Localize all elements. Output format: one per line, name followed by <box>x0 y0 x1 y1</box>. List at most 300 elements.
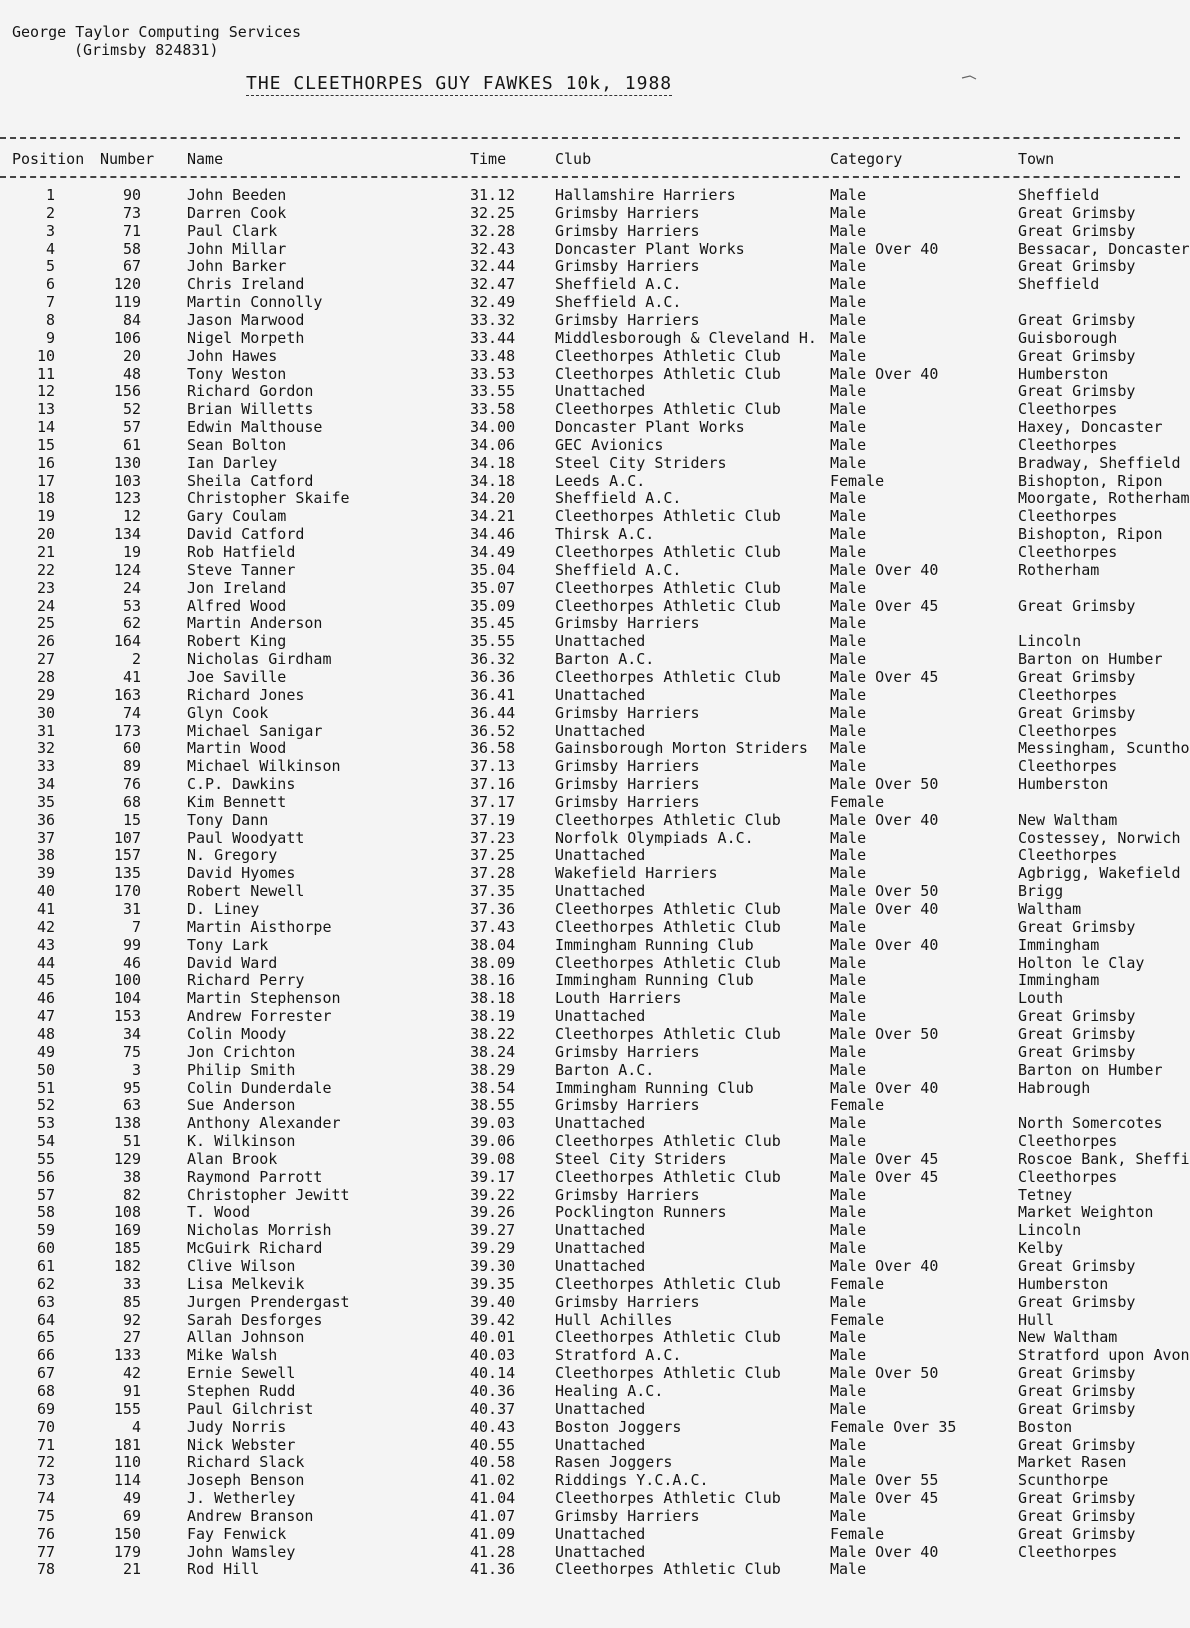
club-cell: Steel City Striders <box>555 453 727 472</box>
table-row <box>0 489 1190 508</box>
club-cell: Steel City Striders <box>555 1149 727 1168</box>
name-cell: Anthony Alexander <box>187 1114 341 1133</box>
time-cell: 40.01 <box>470 1328 516 1347</box>
number-cell: 71 <box>122 221 141 240</box>
number-cell: 156 <box>113 382 141 401</box>
town-cell: Barton on Humber <box>1018 650 1163 669</box>
town-cell: Hull <box>1018 1310 1055 1329</box>
club-cell: Grimsby Harriers <box>555 792 700 811</box>
name-cell: Glyn Cook <box>187 703 269 722</box>
town-cell: Humberston <box>1018 775 1109 794</box>
name-cell: Nick Webster <box>187 1435 296 1454</box>
club-cell: Grimsby Harriers <box>555 775 700 794</box>
table-row <box>0 382 1180 400</box>
position-cell: 45 <box>36 971 55 990</box>
name-cell: John Wamsley <box>187 1542 296 1561</box>
club-cell: Unattached <box>555 632 646 651</box>
town-cell: Great Grimsby <box>1018 1042 1136 1061</box>
time-cell: 34.46 <box>470 525 516 544</box>
town-cell: Great Grimsby <box>1018 221 1136 240</box>
name-cell: Martin Aisthorpe <box>187 917 332 936</box>
position-cell: 4 <box>45 239 55 258</box>
town-cell: Costessey, Norwich <box>1018 828 1181 847</box>
category-cell: Female <box>830 1310 885 1329</box>
table-row <box>0 186 1180 204</box>
club-cell: Grimsby Harriers <box>555 703 700 722</box>
name-cell: Brian Willetts <box>187 400 314 419</box>
table-row <box>0 1114 1180 1132</box>
time-cell: 39.22 <box>470 1185 516 1204</box>
table-row <box>0 347 1180 365</box>
table-row <box>0 507 1180 525</box>
town-cell: Great Grimsby <box>1018 382 1136 401</box>
time-cell: 40.55 <box>470 1435 516 1454</box>
category-cell: Male <box>830 1399 867 1418</box>
table-row <box>0 1221 1180 1239</box>
number-cell: 38 <box>122 1167 141 1186</box>
position-cell: 64 <box>36 1310 55 1329</box>
number-cell: 52 <box>122 400 141 419</box>
number-cell: 153 <box>113 1007 141 1026</box>
table-row <box>0 1418 1180 1436</box>
club-cell: Sheffield A.C. <box>555 275 682 294</box>
category-cell: Male <box>830 1042 867 1061</box>
name-cell: Jon Crichton <box>187 1042 296 1061</box>
town-cell: Great Grimsby <box>1018 257 1136 276</box>
number-cell: 57 <box>122 418 141 437</box>
name-cell: David Hyomes <box>187 864 296 883</box>
name-cell: Joe Saville <box>187 667 287 686</box>
club-cell: Cleethorpes Athletic Club <box>555 1489 781 1508</box>
town-cell: Louth <box>1018 989 1064 1008</box>
time-cell: 41.07 <box>470 1506 516 1525</box>
town-cell: Cleethorpes <box>1018 1132 1118 1151</box>
position-cell: 68 <box>36 1381 55 1400</box>
name-cell: Richard Gordon <box>187 382 314 401</box>
time-cell: 38.04 <box>470 935 516 954</box>
position-cell: 19 <box>36 507 55 526</box>
time-cell: 38.55 <box>470 1096 516 1115</box>
number-cell: 107 <box>113 828 141 847</box>
club-cell: Unattached <box>555 1524 646 1543</box>
club-cell: Norfolk Olympiads A.C. <box>555 828 754 847</box>
town-cell: Moorgate, Rotherham <box>1018 489 1190 508</box>
club-cell: Leeds A.C. <box>555 471 646 490</box>
name-cell: Joseph Benson <box>187 1471 305 1490</box>
position-cell: 60 <box>36 1239 55 1258</box>
club-cell: Unattached <box>555 685 646 704</box>
number-cell: 92 <box>122 1310 141 1329</box>
club-cell: Grimsby Harriers <box>555 310 700 329</box>
club-cell: Sheffield A.C. <box>555 293 682 312</box>
name-cell: J. Wetherley <box>187 1489 296 1508</box>
town-cell: Cleethorpes <box>1018 400 1118 419</box>
number-cell: 33 <box>122 1274 141 1293</box>
club-cell: Immingham Running Club <box>555 1078 754 1097</box>
table-row <box>0 989 1180 1007</box>
position-cell: 78 <box>36 1560 55 1579</box>
time-cell: 39.17 <box>470 1167 516 1186</box>
name-cell: Gary Coulam <box>187 507 287 526</box>
club-cell: Rasen Joggers <box>555 1453 673 1472</box>
time-cell: 33.32 <box>470 310 516 329</box>
club-cell: Cleethorpes Athletic Club <box>555 543 781 561</box>
category-cell: Male Over 40 <box>830 1542 939 1561</box>
time-cell: 38.09 <box>470 953 516 972</box>
time-cell: 35.55 <box>470 632 516 651</box>
time-cell: 41.04 <box>470 1489 516 1508</box>
name-cell: Paul Gilchrist <box>187 1399 314 1418</box>
name-cell: K. Wilkinson <box>187 1132 296 1151</box>
category-cell: Male <box>830 1221 867 1240</box>
town-cell: Lincoln <box>1018 632 1082 651</box>
category-cell: Male <box>830 221 867 240</box>
category-cell: Male <box>830 453 867 472</box>
table-row <box>0 1007 1180 1025</box>
position-cell: 16 <box>36 453 55 472</box>
number-cell: 34 <box>122 1024 141 1043</box>
club-cell: Thirsk A.C. <box>555 525 655 544</box>
number-cell: 103 <box>113 471 141 490</box>
number-cell: 69 <box>122 1506 141 1525</box>
time-cell: 39.06 <box>470 1132 516 1151</box>
position-cell: 41 <box>36 900 55 918</box>
table-row <box>0 204 1180 222</box>
table-row <box>0 954 1180 972</box>
number-cell: 163 <box>113 685 141 704</box>
category-cell: Male <box>830 917 867 936</box>
category-cell: Male <box>830 1435 867 1454</box>
number-cell: 63 <box>122 1096 141 1115</box>
number-cell: 120 <box>113 275 141 294</box>
club-cell: Boston Joggers <box>555 1417 682 1436</box>
table-row <box>0 704 1180 722</box>
club-cell: Grimsby Harriers <box>555 257 700 276</box>
name-cell: C.P. Dawkins <box>187 775 296 794</box>
time-cell: 35.45 <box>470 614 516 633</box>
town-cell: Scunthorpe <box>1018 1471 1109 1490</box>
time-cell: 37.25 <box>470 846 516 865</box>
category-cell: Male <box>830 846 867 865</box>
time-cell: 37.23 <box>470 828 516 847</box>
table-row <box>0 1293 1180 1311</box>
table-row <box>0 329 1180 347</box>
town-cell: Messingham, Scuntho <box>1018 739 1190 758</box>
category-cell: Male <box>830 203 867 222</box>
club-cell: Cleethorpes Athletic Club <box>555 1364 781 1383</box>
town-cell: Great Grimsby <box>1018 1292 1136 1311</box>
time-cell: 37.36 <box>470 900 516 918</box>
time-cell: 38.18 <box>470 989 516 1008</box>
category-cell: Male Over 45 <box>830 1167 939 1186</box>
name-cell: Richard Jones <box>187 685 305 704</box>
number-cell: 7 <box>131 917 141 936</box>
position-cell: 1 <box>45 186 55 204</box>
name-cell: Andrew Forrester <box>187 1007 332 1026</box>
number-cell: 170 <box>113 882 141 901</box>
table-row <box>0 436 1180 454</box>
club-cell: GEC Avionics <box>555 435 664 454</box>
town-cell: Great Grimsby <box>1018 1007 1136 1026</box>
club-cell: Cleethorpes Athletic Club <box>555 917 781 936</box>
position-cell: 62 <box>36 1274 55 1293</box>
table-row <box>0 1400 1180 1418</box>
time-cell: 40.14 <box>470 1364 516 1383</box>
number-cell: 119 <box>113 293 141 312</box>
position-cell: 38 <box>36 846 55 865</box>
position-cell: 61 <box>36 1257 55 1275</box>
club-cell: Cleethorpes Athletic Club <box>555 346 781 365</box>
position-cell: 10 <box>36 346 55 365</box>
name-cell: Christopher Jewitt <box>187 1185 350 1204</box>
name-cell: Alfred Wood <box>187 596 287 615</box>
table-row <box>0 829 1180 847</box>
category-cell: Male Over 40 <box>830 900 939 918</box>
header-divider <box>0 176 1180 178</box>
club-cell: Unattached <box>555 1221 646 1240</box>
town-cell: Cleethorpes <box>1018 507 1118 526</box>
category-cell: Male <box>830 328 867 347</box>
table-row <box>0 614 1180 632</box>
time-cell: 39.03 <box>470 1114 516 1133</box>
town-cell: Agbrigg, Wakefield <box>1018 864 1181 883</box>
town-cell: Rotherham <box>1018 560 1100 579</box>
position-cell: 69 <box>36 1399 55 1418</box>
time-cell: 40.36 <box>470 1381 516 1400</box>
club-cell: Grimsby Harriers <box>555 1185 700 1204</box>
table-row <box>0 846 1180 864</box>
name-cell: Michael Sanigar <box>187 721 323 740</box>
top-divider <box>0 137 1180 139</box>
number-cell: 12 <box>122 507 141 526</box>
club-cell: Unattached <box>555 1542 646 1561</box>
position-cell: 66 <box>36 1346 55 1365</box>
category-cell: Male <box>830 275 867 294</box>
table-row <box>0 775 1180 793</box>
table-row <box>0 365 1180 383</box>
category-cell: Male <box>830 310 867 329</box>
name-cell: Lisa Melkevik <box>187 1274 305 1293</box>
town-cell: Cleethorpes <box>1018 721 1118 740</box>
time-cell: 32.25 <box>470 203 516 222</box>
town-cell: Bradway, Sheffield <box>1018 453 1181 472</box>
name-cell: Andrew Branson <box>187 1506 314 1525</box>
number-cell: 91 <box>122 1381 141 1400</box>
club-cell: Stratford A.C. <box>555 1346 682 1365</box>
document-title: THE CLEETHORPES GUY FAWKES 10k, 1988 <box>246 73 673 94</box>
company-header <box>12 23 301 59</box>
name-cell: Tony Lark <box>187 935 269 954</box>
time-cell: 34.21 <box>470 507 516 526</box>
column-header-position: Position <box>12 150 85 168</box>
table-row <box>0 454 1180 472</box>
table-row <box>0 239 1190 258</box>
category-cell: Male <box>830 1239 867 1258</box>
position-cell: 56 <box>36 1167 55 1186</box>
name-cell: Martin Connolly <box>187 293 323 312</box>
time-cell: 38.22 <box>470 1024 516 1043</box>
town-cell: New Waltham <box>1018 1328 1118 1347</box>
time-cell: 39.42 <box>470 1310 516 1329</box>
category-cell: Male <box>830 650 867 669</box>
category-cell: Male <box>830 507 867 526</box>
club-cell: Middlesborough & Cleveland H. <box>555 328 817 347</box>
name-cell: Nicholas Girdham <box>187 650 332 669</box>
number-cell: 155 <box>113 1399 141 1418</box>
category-cell: Male <box>830 435 867 454</box>
name-cell: N. Gregory <box>187 846 278 865</box>
table-row <box>0 864 1180 882</box>
number-cell: 138 <box>113 1114 141 1133</box>
number-cell: 99 <box>122 935 141 954</box>
table-row <box>0 472 1180 490</box>
table-row <box>0 1364 1180 1382</box>
table-row <box>0 971 1180 989</box>
table-row <box>0 257 1180 275</box>
town-cell: Bishopton, Ripon <box>1018 525 1163 544</box>
time-cell: 32.28 <box>470 221 516 240</box>
name-cell: Martin Wood <box>187 739 287 758</box>
town-cell: Cleethorpes <box>1018 435 1118 454</box>
table-row <box>0 1453 1180 1471</box>
position-cell: 28 <box>36 667 55 686</box>
column-header-row <box>0 150 1180 168</box>
category-cell: Male Over 45 <box>830 667 939 686</box>
club-cell: Cleethorpes Athletic Club <box>555 507 781 526</box>
club-cell: Cleethorpes Athletic Club <box>555 1024 781 1043</box>
table-row <box>0 882 1180 900</box>
category-cell: Male Over 40 <box>830 1078 939 1097</box>
table-row <box>0 1328 1180 1346</box>
position-cell: 5 <box>45 257 55 276</box>
name-cell: Paul Woodyatt <box>187 828 305 847</box>
position-cell: 74 <box>36 1489 55 1508</box>
category-cell: Male Over 55 <box>830 1471 939 1490</box>
number-cell: 51 <box>122 1132 141 1151</box>
position-cell: 21 <box>36 543 55 561</box>
town-cell: Cleethorpes <box>1018 1542 1118 1561</box>
time-cell: 39.29 <box>470 1239 516 1258</box>
number-cell: 41 <box>122 667 141 686</box>
category-cell: Male <box>830 1060 867 1079</box>
column-header-number: Number <box>100 150 155 168</box>
town-cell: Kelby <box>1018 1239 1064 1258</box>
time-cell: 38.29 <box>470 1060 516 1079</box>
number-cell: 89 <box>122 757 141 776</box>
name-cell: Philip Smith <box>187 1060 296 1079</box>
table-row <box>0 1096 1180 1114</box>
name-cell: Jason Marwood <box>187 310 305 329</box>
category-cell: Male <box>830 828 867 847</box>
number-cell: 106 <box>113 328 141 347</box>
time-cell: 37.43 <box>470 917 516 936</box>
category-cell: Female <box>830 1096 885 1115</box>
town-cell: Humberston <box>1018 364 1109 383</box>
number-cell: 58 <box>122 239 141 258</box>
club-cell: Unattached <box>555 1239 646 1258</box>
club-cell: Unattached <box>555 1399 646 1418</box>
town-cell: Great Grimsby <box>1018 1381 1136 1400</box>
club-cell: Unattached <box>555 882 646 901</box>
number-cell: 134 <box>113 525 141 544</box>
club-cell: Grimsby Harriers <box>555 757 700 776</box>
table-row <box>0 632 1180 650</box>
position-cell: 36 <box>36 810 55 829</box>
number-cell: 100 <box>113 971 141 990</box>
table-row <box>0 1525 1180 1543</box>
time-cell: 34.00 <box>470 418 516 437</box>
club-cell: Cleethorpes Athletic Club <box>555 400 781 419</box>
position-cell: 6 <box>45 275 55 294</box>
table-row <box>0 597 1180 615</box>
club-cell: Grimsby Harriers <box>555 203 700 222</box>
table-row <box>0 579 1180 597</box>
time-cell: 33.44 <box>470 328 516 347</box>
number-cell: 62 <box>122 614 141 633</box>
category-cell: Male Over 45 <box>830 1149 939 1168</box>
town-cell: Cleethorpes <box>1018 1167 1118 1186</box>
name-cell: Sean Bolton <box>187 435 287 454</box>
company-name: George Taylor Computing Services <box>12 23 301 41</box>
time-cell: 36.52 <box>470 721 516 740</box>
number-cell: 73 <box>122 203 141 222</box>
table-row <box>0 418 1180 436</box>
table-row <box>0 757 1180 775</box>
club-cell: Grimsby Harriers <box>555 1292 700 1311</box>
table-row <box>0 1436 1180 1454</box>
name-cell: D. Liney <box>187 900 260 918</box>
club-cell: Pocklington Runners <box>555 1203 727 1222</box>
category-cell: Female <box>830 792 885 811</box>
position-cell: 52 <box>36 1096 55 1115</box>
position-cell: 29 <box>36 685 55 704</box>
time-cell: 37.19 <box>470 810 516 829</box>
number-cell: 49 <box>122 1489 141 1508</box>
category-cell: Male <box>830 685 867 704</box>
category-cell: Male <box>830 1560 867 1579</box>
position-cell: 12 <box>36 382 55 401</box>
number-cell: 4 <box>131 1417 141 1436</box>
town-cell: Sheffield <box>1018 186 1100 204</box>
category-cell: Male <box>830 186 867 204</box>
club-cell: Unattached <box>555 1007 646 1026</box>
club-cell: Barton A.C. <box>555 1060 655 1079</box>
town-cell: Guisborough <box>1018 328 1118 347</box>
name-cell: T. Wood <box>187 1203 251 1222</box>
club-cell: Grimsby Harriers <box>555 1042 700 1061</box>
number-cell: 24 <box>122 578 141 597</box>
table-row <box>0 275 1180 293</box>
number-cell: 164 <box>113 632 141 651</box>
club-cell: Sheffield A.C. <box>555 489 682 508</box>
position-cell: 49 <box>36 1042 55 1061</box>
town-cell: North Somercotes <box>1018 1114 1163 1133</box>
town-cell: Holton le Clay <box>1018 953 1145 972</box>
time-cell: 33.58 <box>470 400 516 419</box>
time-cell: 32.49 <box>470 293 516 312</box>
position-cell: 73 <box>36 1471 55 1490</box>
number-cell: 169 <box>113 1221 141 1240</box>
position-cell: 72 <box>36 1453 55 1472</box>
position-cell: 11 <box>36 364 55 383</box>
number-cell: 21 <box>122 1560 141 1579</box>
town-cell: Bishopton, Ripon <box>1018 471 1163 490</box>
table-row <box>0 1560 1180 1578</box>
name-cell: John Barker <box>187 257 287 276</box>
club-cell: Cleethorpes Athletic Club <box>555 953 781 972</box>
position-cell: 31 <box>36 721 55 740</box>
position-cell: 44 <box>36 953 55 972</box>
